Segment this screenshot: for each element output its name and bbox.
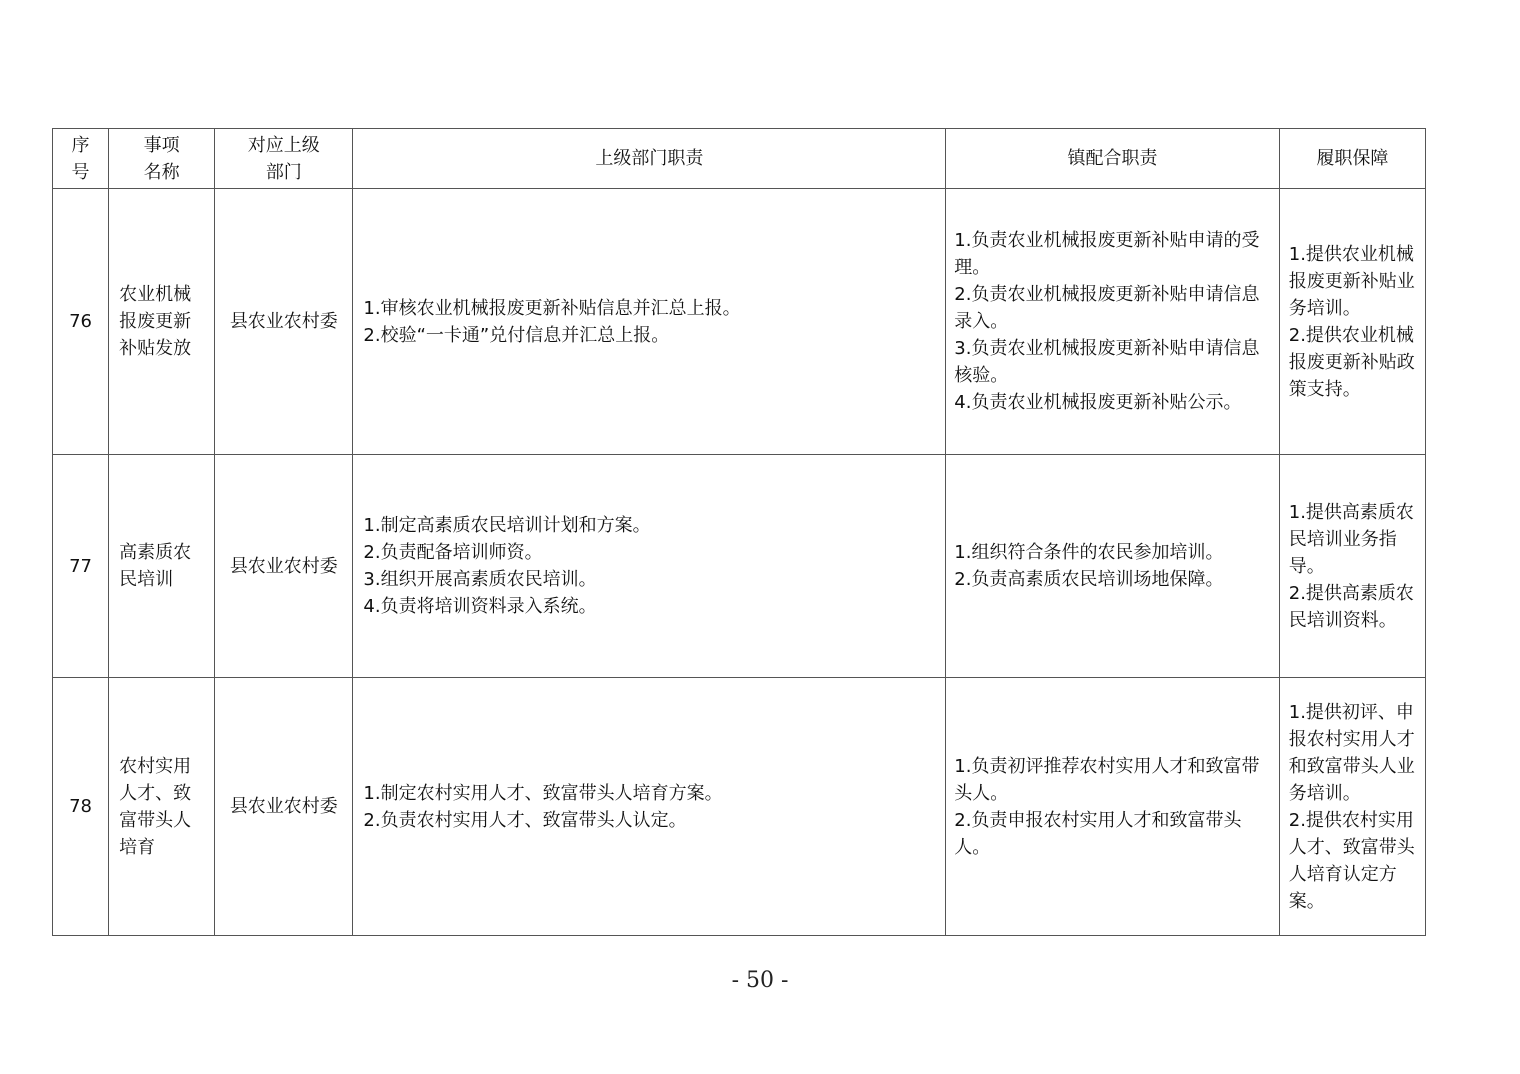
duty-line: 2.负责农村实用人才、致富带头人认定。 [363, 809, 687, 831]
table-header-row [53, 129, 1426, 189]
duty-line: 1.组织符合条件的农民参加培训。 [954, 542, 1224, 563]
duty-line: 1.负责农业机械报废更新补贴申请的受理。 [954, 230, 1260, 278]
row-guarantee [1279, 455, 1425, 678]
duty-line: 2.负责申报农村实用人才和致富带头人。 [954, 809, 1242, 858]
guarantee-line: 2.提供高素质农民培训资料。 [1288, 582, 1414, 631]
row-guarantee [1279, 189, 1425, 455]
row-item-name: 农村实用人才、致富带头人培育 [109, 678, 215, 936]
table-row [53, 189, 1426, 455]
table-row [53, 455, 1426, 678]
duty-line: 1.审核农业机械报废更新补贴信息并汇总上报。 [363, 297, 741, 319]
table-row [53, 678, 1426, 936]
row-upper-department: 县农业农村委 [215, 455, 353, 678]
row-town-duties [946, 189, 1279, 455]
guarantee-line: 2.提供农业机械报废更新补贴政策支持。 [1288, 324, 1415, 400]
row-item-name: 高素质农民培训 [109, 455, 215, 678]
duty-line: 4.负责将培训资料录入系统。 [363, 596, 597, 617]
row-serial-number: 77 [53, 455, 109, 678]
duty-line: 4.负责农业机械报废更新补贴公示。 [954, 392, 1242, 413]
header-upper-department: 对应上级 部门 [215, 129, 353, 189]
row-town-duties [946, 678, 1279, 936]
row-upper-duties [353, 189, 946, 455]
header-item-name: 事项 名称 [109, 129, 215, 189]
duty-line: 2.负责配备培训师资。 [363, 542, 543, 563]
duty-line: 1.负责初评推荐农村实用人才和致富带头人。 [954, 755, 1260, 804]
duty-line: 3.组织开展高素质农民培训。 [363, 569, 597, 590]
row-town-duties [946, 455, 1279, 678]
guarantee-line: 1.提供农业机械报废更新补贴业务培训。 [1288, 243, 1415, 319]
header-guarantee: 履职保障 [1279, 129, 1425, 189]
guarantee-line: 1.提供初评、申报农村实用人才和致富带头人业务培训。 [1288, 701, 1415, 804]
duties-table [52, 128, 1426, 936]
header-serial-number: 序 号 [53, 129, 109, 189]
duty-line: 2.负责高素质农民培训场地保障。 [954, 569, 1224, 590]
guarantee-line: 1.提供高素质农民培训业务指导。 [1288, 501, 1414, 577]
guarantee-line: 2.提供农村实用人才、致富带头人培育认定方案。 [1288, 809, 1415, 912]
page-number: - 50 - [731, 968, 789, 993]
duty-line: 2.校验“一卡通”兑付信息并汇总上报。 [363, 324, 670, 346]
duty-line: 3.负责农业机械报废更新补贴申请信息核验。 [954, 338, 1260, 386]
row-upper-duties [353, 455, 946, 678]
row-upper-duties [353, 678, 946, 936]
header-town-duties: 镇配合职责 [946, 129, 1279, 189]
row-item-name: 农业机械报废更新补贴发放 [109, 189, 215, 455]
row-upper-department: 县农业农村委 [215, 189, 353, 455]
row-upper-department: 县农业农村委 [215, 678, 353, 936]
duty-line: 2.负责农业机械报废更新补贴申请信息录入。 [954, 284, 1260, 332]
duty-line: 1.制定高素质农民培训计划和方案。 [363, 515, 651, 536]
row-serial-number: 78 [53, 678, 109, 936]
duty-line: 1.制定农村实用人才、致富带头人培育方案。 [363, 782, 723, 804]
header-upper-duties: 上级部门职责 [353, 129, 946, 189]
row-guarantee [1279, 678, 1425, 936]
row-serial-number: 76 [53, 189, 109, 455]
